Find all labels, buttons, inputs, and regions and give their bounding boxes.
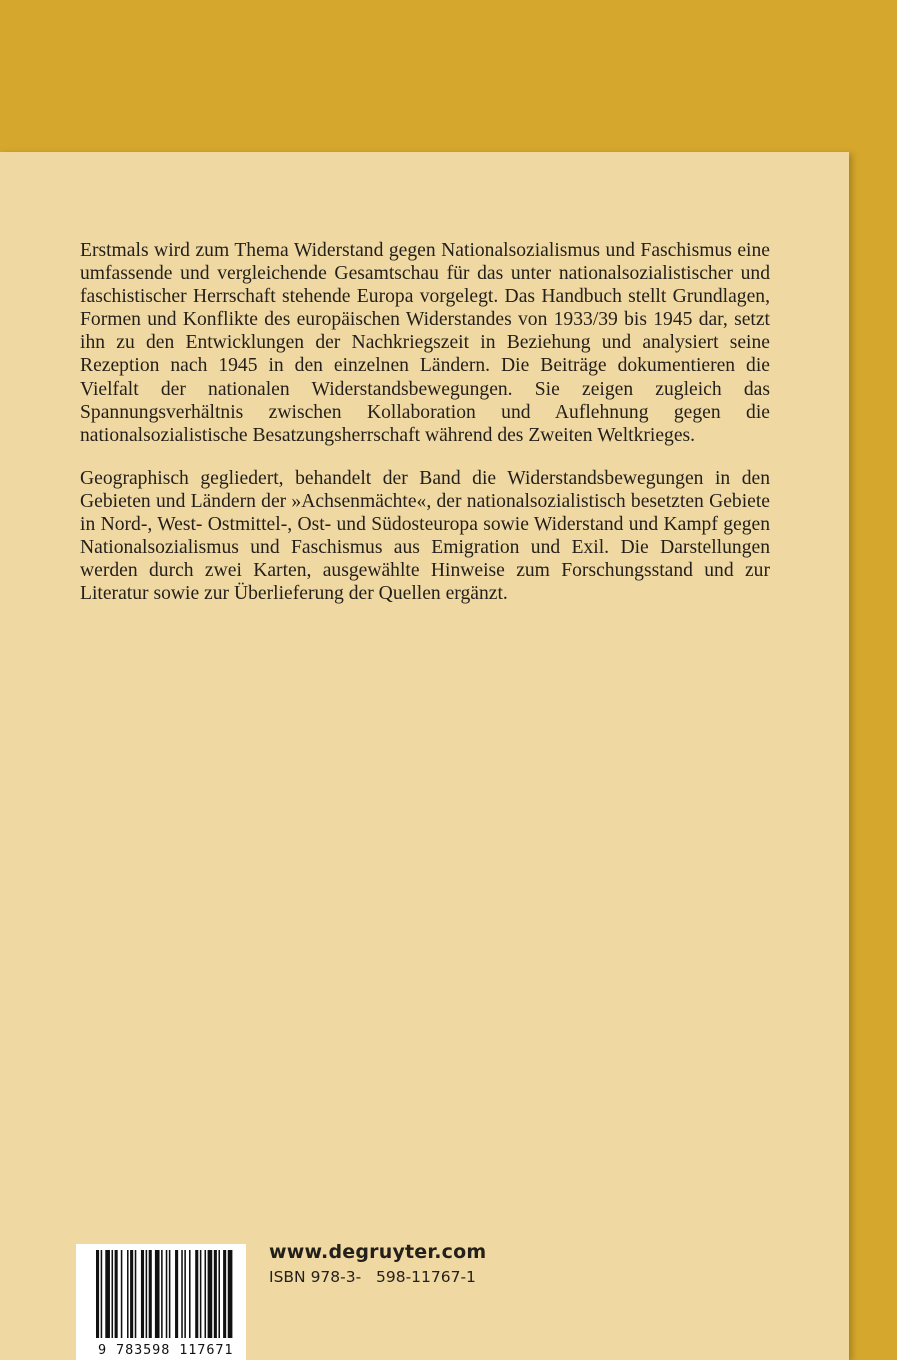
barcode-bar (195, 1250, 198, 1338)
barcode-bar (228, 1250, 233, 1338)
barcode-bar (189, 1250, 191, 1338)
barcode-bar (181, 1250, 183, 1338)
barcode-bar (214, 1250, 217, 1338)
barcode-bar (127, 1250, 129, 1338)
blurb-paragraph-1: Erstmals wird zum Thema Widerstand gegen Nationalsozialismus und Faschismus eine umfassende und vergleichende Gesamtschau für das unter nationalsozialistischer und faschistischer Herrschaft stehende Europa vorgelegt. Das Handbuch stellt Grundlagen, Formen und Konflikte des europäischen Widerstandes von 1933/39 bis 1945 dar, setzt ihn zu den Entwicklungen der Nachkriegszeit in Beziehung und analysiert seine Rezeption nach 1945 in den einzelnen Ländern. Die Beiträge dokumentieren die Vielfalt der nationalen Widerstandsbewegungen. Sie zeigen zugleich das Spannungsverhältnis zwischen Kollaboration und Auflehnung gegen die nationalsozialistische Besatzungsherrschaft während des Zweiten Weltkrieges. (80, 240, 770, 446)
barcode-bar (101, 1250, 103, 1338)
barcode-bar (175, 1250, 178, 1338)
barcode-bar (169, 1250, 171, 1338)
barcode-bar (205, 1250, 207, 1338)
barcode-bar (121, 1250, 123, 1338)
barcode-bar (115, 1250, 118, 1338)
barcode-bar (218, 1250, 220, 1338)
barcode-bar (208, 1250, 213, 1338)
back-cover-panel (0, 152, 849, 1360)
barcode-digits: 9 783598 117671 (98, 1342, 234, 1358)
barcode-bar (96, 1250, 99, 1338)
barcode-bar (200, 1250, 202, 1338)
barcode-bar (146, 1250, 148, 1338)
barcode-bar (130, 1250, 133, 1338)
barcode-bar (149, 1250, 152, 1338)
barcode-bar (112, 1250, 114, 1338)
barcode-bar (223, 1250, 226, 1338)
barcode-graphic (76, 1244, 246, 1360)
isbn-number: ISBN 978-3- 598-11767-1 (269, 1268, 476, 1286)
barcode-bar (184, 1250, 186, 1338)
barcode-bar (155, 1250, 160, 1338)
barcode-bar (135, 1250, 137, 1338)
blurb-paragraph-2: Geographisch gegliedert, behandelt der Band die Widerstandsbewegungen in den Gebieten und Ländern der »Achsenmächte«, der nationalsozialistisch besetzten Gebiete in Nord-, West- Ostmittel-, Ost- und Südosteuropa sowie Widerstand und Kampf gegen Nationalsozialismus und Faschismus aus Emigration und Exil. Die Darstellungen werden durch zwei Karten, ausgewählte Hinweise zum Forschungsstand und zur Literatur sowie zur Überlieferung der Quellen ergänzt. (80, 468, 770, 605)
isbn-barcode (76, 1244, 246, 1360)
barcode-bar (166, 1250, 168, 1338)
barcode-bar (161, 1250, 163, 1338)
barcode-bar (141, 1250, 144, 1338)
publisher-url-link[interactable]: www.degruyter.com (269, 1241, 487, 1263)
barcode-bar (105, 1250, 110, 1338)
